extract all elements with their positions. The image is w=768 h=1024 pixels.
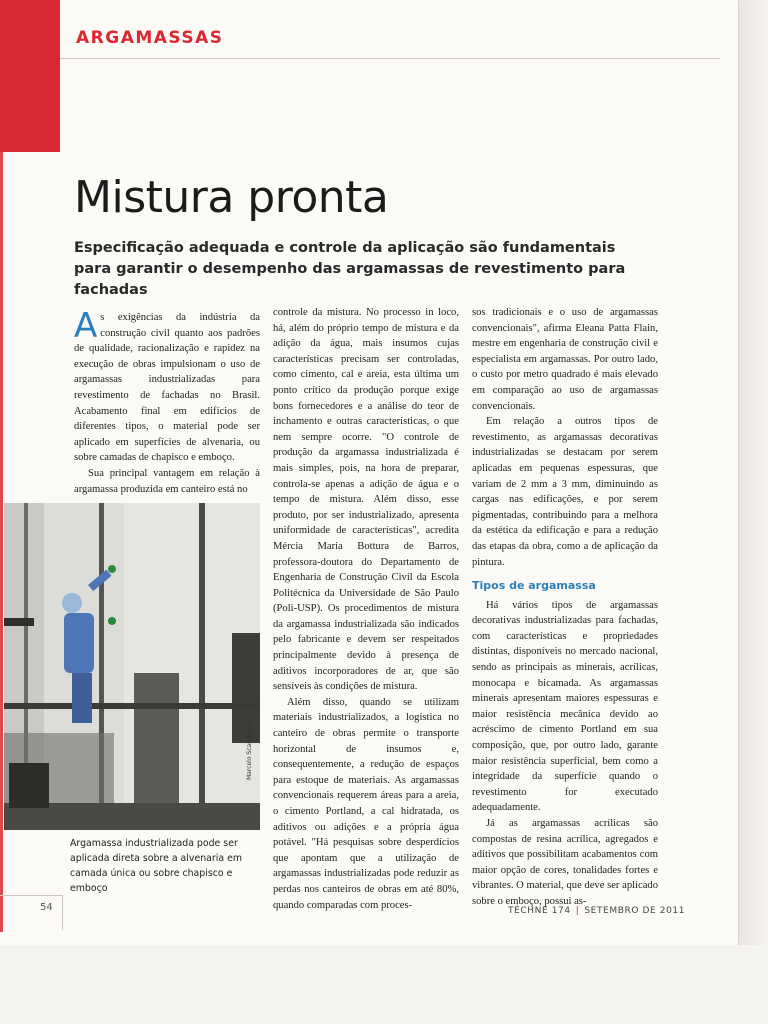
text-column-1 xyxy=(74,306,260,497)
issue-date: SETEMBRO DE 2011 xyxy=(584,906,686,916)
section-color-block xyxy=(0,0,60,152)
page-footer xyxy=(508,906,685,916)
margin-stripe xyxy=(0,152,3,932)
text-column-3 xyxy=(472,305,658,910)
photo-caption: Argamassa industrializada pode ser aplicada direta sobre a alvenaria em camada única ou sobre chapisco e emboço xyxy=(70,838,242,894)
section-label: ARGAMASSAS xyxy=(76,28,224,48)
header-rule xyxy=(60,58,720,59)
paragraph: controle da mistura. No processo in loco, há, além do próprio tempo de mistura e da adição da água, mais insumos cujas características precisam ser controladas, como cimento, cal e areia, esta última um ponto crítico da produção porque exige bons fornecedores e a análise do teor de inchamento e outras características, o que nem sempre ocorre. "O controle de produção da argamassa industrializada é mais simples, pois, na hora de preparar, controla-se apenas a adição de água e o tempo de mistura. Além disso, esse produto, por ser industrializado, apresenta uniformidade de características", acredita Mércia Maria Bottura de Barros, professora-doutora do Departamento de Engenharia de Construção Civil da Escola Politécnica da Universidade de São Paulo (Poli-USP). Os procedimentos de mistura da argamassa industrializada são indicados pelo fabricante e devem ser respeitados principalmente devido à presença de aditivos incorporadores de ar, que são sensíveis às condições de mistura. xyxy=(273,307,459,693)
facing-page-edge xyxy=(740,0,768,1024)
drop-cap: A xyxy=(74,306,98,346)
scan-background xyxy=(0,945,768,1024)
article-subtitle: Especificação adequada e controle da aplicação são fundamentais para garantir o desempenho das argamassas de revestimento para fachadas xyxy=(74,240,626,298)
article-title: Mistura pronta xyxy=(74,172,389,223)
paragraph: Há vários tipos de argamassas decorativas industrializadas para fachadas, com características e propriedades distintas, disponíveis no mercado nacional, sendo as principais as minerais, acrílicas, monocapa e bicamada. As argamassas minerais apresentam maiores espessuras e maior resistência mecânica devido ao acréscimo de cimento Portland em sua composição, que, por outro lado, garante maior resistência superficial, bem como a integridade da superfície quando o revestimento for executado adequadamente. xyxy=(472,599,658,814)
paragraph: Sua principal vantagem em relação à argamassa produzida em canteiro está no xyxy=(74,467,260,495)
page-number-box xyxy=(0,895,63,930)
photo-credit: Marcelo Scandaroli xyxy=(246,723,253,780)
paragraph: sos tradicionais e o uso de argamassas convencionais", afirma Eleana Patta Flain, mestre em engenharia de construção civil e especialista em argamassas. Por outro lado, o custo por metro quadrado é mais elevado em comparação ao uso de argamassas convencionais. xyxy=(472,307,658,412)
photo-illustration xyxy=(4,503,260,830)
magazine-issue: TÉCHNE 174 xyxy=(508,906,571,916)
paragraph-text: s exigências da indústria da construção civil quanto aos padrões de qualidade, racionalização e rapidez na execução de obras impulsionam o uso de argamassas industrializadas para revestimento de fachadas no Brasil. Acabamento final em edifícios de diferentes tipos, o material pode ser aplicado em superfícies de alvenaria, ou sobre camadas de chapisco e emboço. xyxy=(74,312,260,464)
text-column-2 xyxy=(273,305,459,913)
section-subheading: Tipos de argamassa xyxy=(472,579,596,593)
paragraph: Além disso, quando se utilizam materiais industrializados, a logística no canteiro de obras permite o transporte horizontal de insumos e, consequentemente, a redução de espaços para estoque de materiais. As argamassas convencionais requerem áreas para a areia, o cimento Portland, a cal hidratada, os aditivos ou adições e a própria água potável. "Há pesquisas sobre desperdícios que apontam que a utilização de argamassas industrializadas pode reduzir as perdas nos canteiros de obras em até 80%, quando comparadas com proces- xyxy=(273,696,459,911)
paragraph: Em relação a outros tipos de revestimento, as argamassas decorativas industrializadas se destacam por serem aplicadas em pequenas espessuras, que variam de 2 mm a 3 mm, diminuindo as cargas nas edificações, e por serem pigmentadas, contribuindo para a melhora da estética da edificação e para a redução das etapas da obra, como a de aplicação da pintura. xyxy=(472,416,658,568)
page-number: 54 xyxy=(40,902,53,913)
footer-separator: | xyxy=(575,906,580,916)
paragraph xyxy=(74,306,260,466)
construction-worker-photo xyxy=(4,503,260,830)
paragraph: Já as argamassas acrílicas são compostas de resina acrílica, agregados e aditivos que possibilitam acabamentos com maior opção de cores, tonalidades fortes e vibrantes. O material, que deve ser aplicado sobre o emboço, possui as- xyxy=(472,818,658,907)
